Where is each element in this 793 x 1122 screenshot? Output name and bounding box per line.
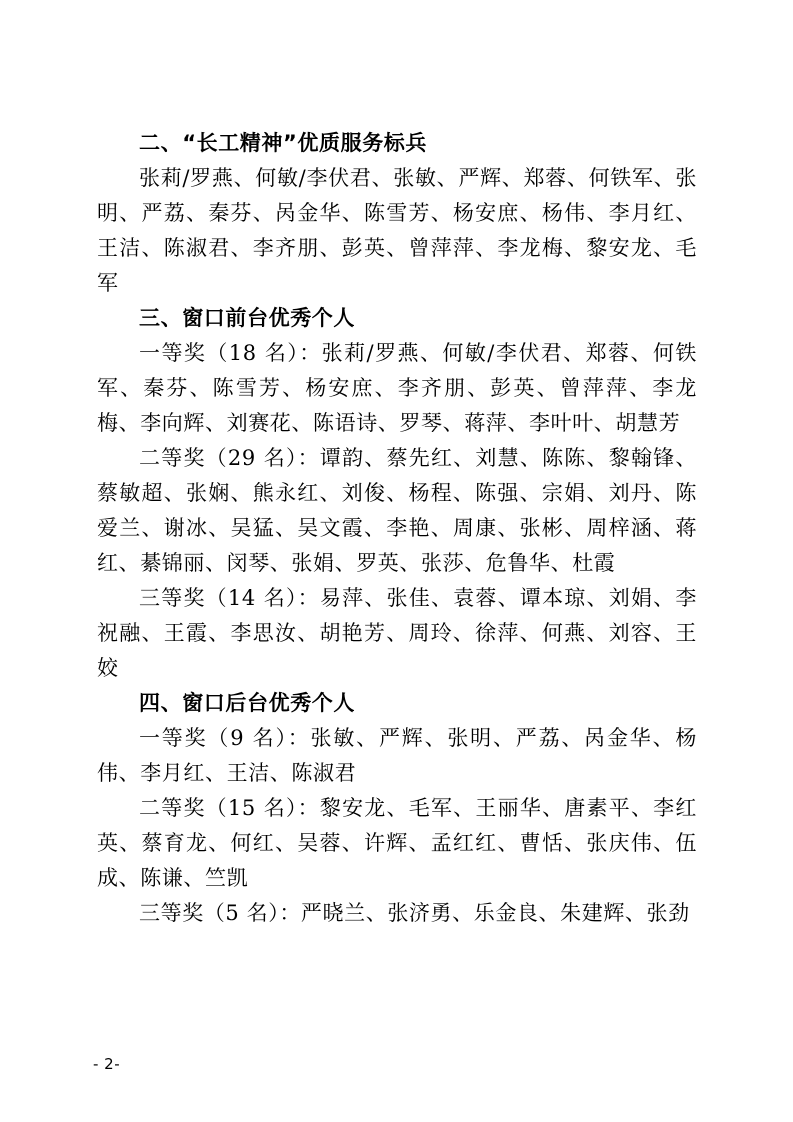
service-model-list: 张莉/罗燕、何敏/李伏君、张敏、严辉、郑蓉、何铁军、张明、严荔、秦芬、呙金华、陈雪芳、杨安庶、杨伟、李月红、王洁、陈淑君、李齐朋、彭英、曾萍萍、李龙梅、黎安龙、毛军 bbox=[97, 166, 697, 295]
section-heading-service-model: 二、“长工精神”优质服务标兵 bbox=[139, 131, 428, 155]
page-number: - 2- bbox=[93, 1055, 121, 1073]
back-office-first-prize: 一等奖（9 名）：张敏、严辉、张明、严荔、呙金华、杨伟、李月红、王洁、陈淑君 bbox=[97, 726, 697, 785]
document-body bbox=[97, 126, 697, 931]
back-office-third-prize: 三等奖（5 名）：严晓兰、张济勇、乐金良、朱建辉、张劲 bbox=[139, 901, 690, 925]
front-desk-third-prize: 三等奖（14 名）：易萍、张佳、袁蓉、谭本琼、刘娟、李祝融、王霞、李思汝、胡艳芳、周玲、徐萍、何燕、刘容、王姣 bbox=[97, 586, 697, 680]
section-heading-front-desk: 三、窗口前台优秀个人 bbox=[139, 306, 355, 330]
back-office-second-prize: 二等奖（15 名）：黎安龙、毛军、王丽华、唐素平、李红英、蔡育龙、何红、吴蓉、许辉、孟红红、曹恬、张庆伟、伍成、陈谦、竺凯 bbox=[97, 796, 697, 890]
section-heading-back-office: 四、窗口后台优秀个人 bbox=[139, 691, 355, 715]
front-desk-second-prize: 二等奖（29 名）：谭韵、蔡先红、刘慧、陈陈、黎翰锋、蔡敏超、张娴、熊永红、刘俊、杨程、陈强、宗娟、刘丹、陈爱兰、谢冰、吴猛、吴文霞、李艳、周康、张彬、周梓涵、蒋红、綦锦丽、闵琴、张娟、罗英、张莎、危鲁华、杜霞 bbox=[97, 446, 697, 575]
front-desk-first-prize: 一等奖（18 名）：张莉/罗燕、何敏/李伏君、郑蓉、何铁军、秦芬、陈雪芳、杨安庶、李齐朋、彭英、曾萍萍、李龙梅、李向辉、刘赛花、陈语诗、罗琴、蒋萍、李叶叶、胡慧芳 bbox=[97, 341, 697, 435]
